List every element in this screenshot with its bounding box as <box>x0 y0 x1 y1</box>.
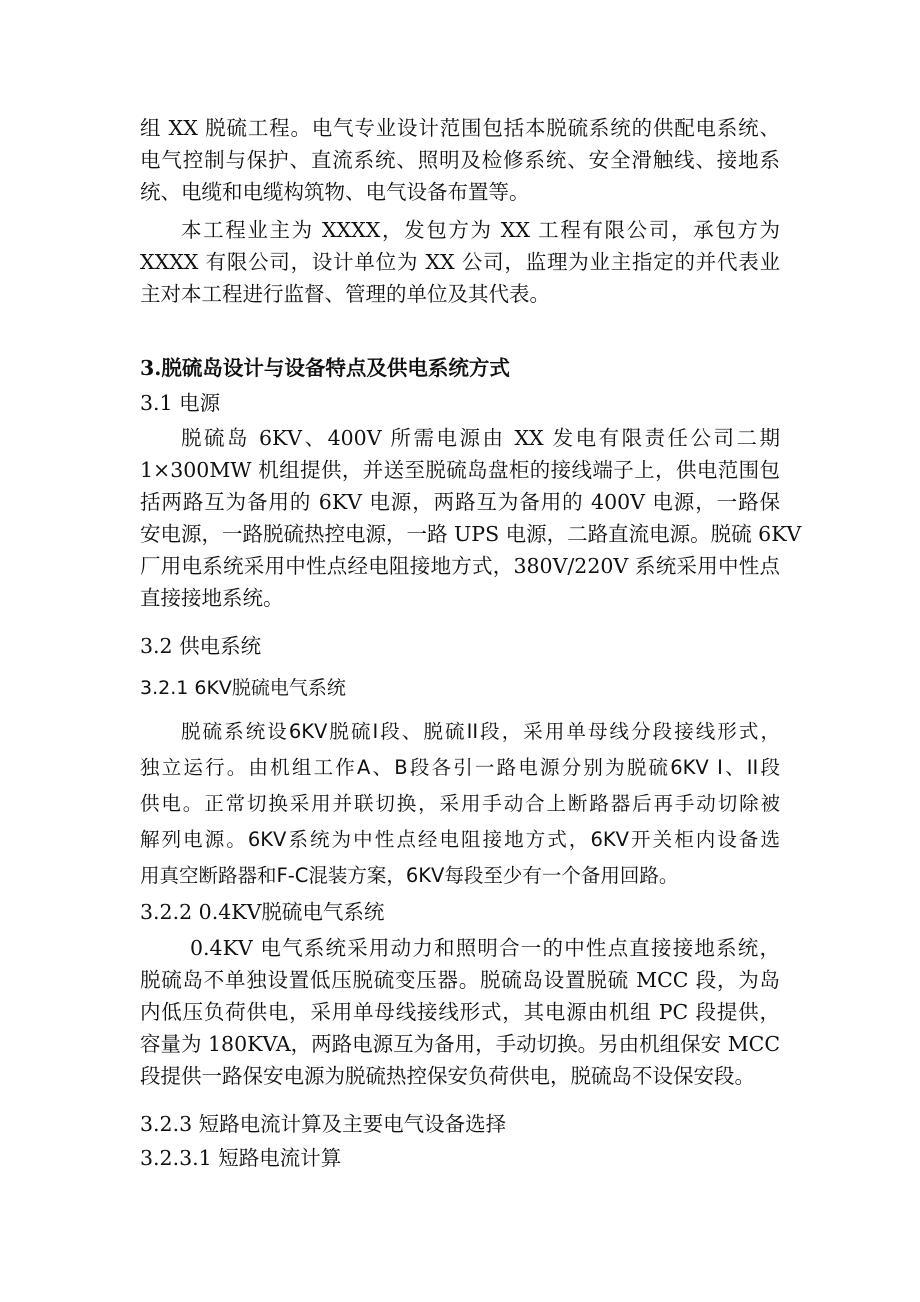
text-line: 脱硫岛 6KV、400V 所需电源由 XX 发电有限责任公司二期 <box>181 426 780 450</box>
subsection-heading-3-2-1 <box>140 672 780 704</box>
text-line: 段提供一路保安电源为脱硫热控保安负荷供电，脱硫岛不设保安段。 <box>140 1064 755 1088</box>
subsection-title: 3.2.1 6KV脱硫电气系统 <box>140 677 346 699</box>
text-line: 直接接地系统。 <box>140 586 284 610</box>
subsection-heading-3-2 <box>140 630 780 662</box>
subsection-heading-3-2-2 <box>140 896 780 928</box>
subsection-title: 3.2.3.1 短路电流计算 <box>140 1146 342 1170</box>
paragraph-6kv-system <box>140 714 780 894</box>
text-line: 内低压负荷供电，采用单母线接线形式，其电源由机组 PC 段提供， <box>140 1000 780 1024</box>
section-heading-3 <box>140 352 780 384</box>
text-line: 0.4KV 电气系统采用动力和照明合一的中性点直接接地系统， <box>190 936 780 960</box>
text-line: 主对本工程进行监督、管理的单位及其代表。 <box>140 282 550 306</box>
text-line: 供电。正常切换采用并联切换，采用手动合上断路器后再手动切除被 <box>140 792 780 815</box>
subsection-title: 3.2.2 0.4KV脱硫电气系统 <box>140 900 385 924</box>
text-line: 安电源，一路脱硫热控电源，一路 UPS 电源，二路直流电源。脱硫 6KV <box>140 522 802 546</box>
text-line: 1×300MW 机组提供，并送至脱硫岛盘柜的接线端子上，供电范围包 <box>140 458 780 482</box>
paragraph-04kv-system <box>140 932 780 1092</box>
text-line: 本工程业主为 XXXX，发包方为 XX 工程有限公司，承包方为 <box>181 218 780 242</box>
text-line: 电气控制与保护、直流系统、照明及检修系统、安全滑触线、接地系 <box>140 148 780 172</box>
text-line: 容量为 180KVA，两路电源互为备用，手动切换。另由机组保安 MCC <box>140 1032 781 1056</box>
subsection-heading-3-2-3 <box>140 1108 780 1140</box>
subsection-title: 3.2.3 短路电流计算及主要电气设备选择 <box>140 1112 507 1136</box>
text-line: 统、电缆和电缆构筑物、电气设备布置等。 <box>140 180 530 204</box>
text-line: 组 XX 脱硫工程。电气专业设计范围包括本脱硫系统的供配电系统、 <box>140 116 780 140</box>
text-line: 括两路互为备用的 6KV 电源，两路互为备用的 400V 电源，一路保 <box>140 490 780 514</box>
text-line: XXXX 有限公司，设计单位为 XX 公司，监理为业主指定的并代表业 <box>140 250 780 274</box>
subsection-heading-3-1 <box>140 387 780 419</box>
subsection-title: 3.2 供电系统 <box>140 634 262 658</box>
text-line: 厂用电系统采用中性点经电阻接地方式，380V/220V 系统采用中性点 <box>140 554 780 578</box>
text-line: 独立运行。由机组工作A、B段各引一路电源分别为脱硫6KV I、II段 <box>140 756 780 779</box>
text-line: 解列电源。6KV系统为中性点经电阻接地方式，6KV开关柜内设备选 <box>140 828 780 851</box>
section-title: 3.脱硫岛设计与设备特点及供电系统方式 <box>140 356 510 380</box>
text-line: 用真空断路器和F-C混装方案，6KV每段至少有一个备用回路。 <box>140 864 679 887</box>
paragraph-power-source <box>140 422 802 614</box>
subsection-title: 3.1 电源 <box>140 391 221 415</box>
paragraph-parties <box>140 214 780 310</box>
text-line: 脱硫系统设6KV脱硫I段、脱硫II段，采用单母线分段接线形式， <box>181 720 780 743</box>
paragraph-scope <box>140 112 780 208</box>
subsection-heading-3-2-3-1 <box>140 1142 780 1174</box>
text-line: 脱硫岛不单独设置低压脱硫变压器。脱硫岛设置脱硫 MCC 段，为岛 <box>140 968 780 992</box>
